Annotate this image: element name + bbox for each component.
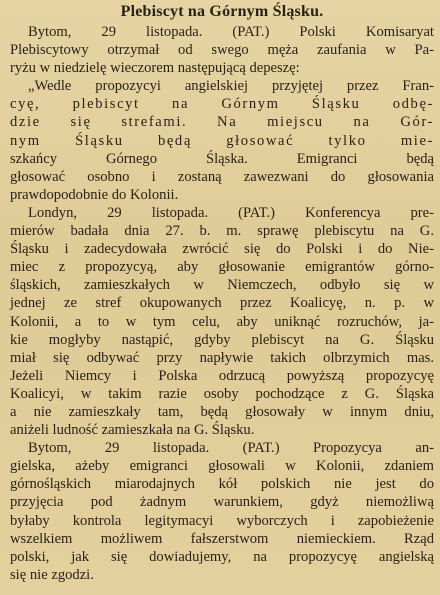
text-line: śląskich, zamieszkałych w Niemczech, odbyło się w (10, 277, 434, 294)
text-line: jednej ze stref okupowanych przez Koalicyę, n. p. w (10, 295, 434, 312)
text-line: kie mogłyby nastąpić, gdyby plebiscyt na G. Śląsku (10, 331, 434, 348)
text-line: szkańcy Górnego Śląska. Emigranci będą (10, 150, 434, 167)
text-line: się nie zgodzi. (10, 566, 94, 583)
text-line: mierów badała dnia 27. b. m. sprawę plebiscytu na G. (10, 223, 434, 240)
text-line: przyjęcia pod żadnym warunkiem, gdyż niemożliwą (10, 494, 434, 511)
article-title: Plebiscyt na Górnym Śląsku. (120, 3, 324, 20)
text-line: wszelkiem możliwem fałszerstwom niemieckiem. Rząd (10, 530, 434, 547)
text-line: Bytom, 29 listopada. (PAT.) Propozycya an- (28, 440, 434, 457)
text-line: cyę, plebiscyt na Górnym Śląsku odbę- (10, 96, 434, 113)
text-line: aniżeli ludność zamieszkała na G. Śląsku. (10, 422, 255, 439)
text-line: dzie się strefami. Na miejscu na Gór- (10, 114, 434, 131)
paragraph-bytom-2 (10, 439, 434, 584)
text-line: Plebiscytowy otrzymał od swego męża zaufania w Pa- (10, 42, 434, 59)
text-line: Kolonii, a to w tym celu, aby uniknąć rozruchów, ja- (10, 313, 434, 330)
text-line: a nie zamieszkały tam, będą głosowały w innym dniu, (10, 403, 434, 420)
text-line: miał się odbywać przy napływie takich olbrzymich mas. (10, 349, 434, 366)
paragraph-london (10, 204, 434, 439)
text-line: Bytom, 29 listopada. (PAT.) Polski Komisaryat (28, 24, 434, 40)
text-line: prawdopodobnie do Kolonii. (10, 186, 179, 203)
text-line: Jeżeli Niemcy i Polska odrzucą powyższą propozycyę (10, 367, 434, 384)
text-line: górnośląskich miarodajnych kół polskich nie jest do (10, 476, 434, 493)
text-line: „Wedle propozycyi angielskiej przyjętej przez Fran- (28, 78, 434, 95)
paragraph-dispatch-quote (10, 77, 434, 204)
text-line: miec z propozycyą, aby głosowanie emigrantów górno- (10, 259, 434, 276)
text-line: ryżu w niedzielę wieczorem następującą depeszę: (10, 60, 300, 77)
paragraph-bytom-1 (10, 23, 434, 77)
text-line: polski, jak się dowiadujemy, na propozycyę angielską (10, 548, 434, 565)
text-line: głosować osobno i zostaną zawezwani do głosowania (10, 168, 434, 185)
text-line: gielska, ażeby emigranci głosowali w Kolonii, zdaniem (10, 458, 434, 475)
text-line: Śląsku i zadecydowała zwrócić się do Polski i do Nie- (10, 241, 434, 258)
text-line: byłaby kontrola legitymacyi wyborczych i zapobieżenie (10, 512, 434, 529)
text-line: Koalicyi, w takim razie osoby pochodzące z G. Śląska (10, 385, 434, 402)
text-line: nym Śląsku będą głosować tylko mie- (10, 132, 434, 149)
text-line: Londyn, 29 listopada. (PAT.) Konferencya pre- (28, 204, 434, 221)
